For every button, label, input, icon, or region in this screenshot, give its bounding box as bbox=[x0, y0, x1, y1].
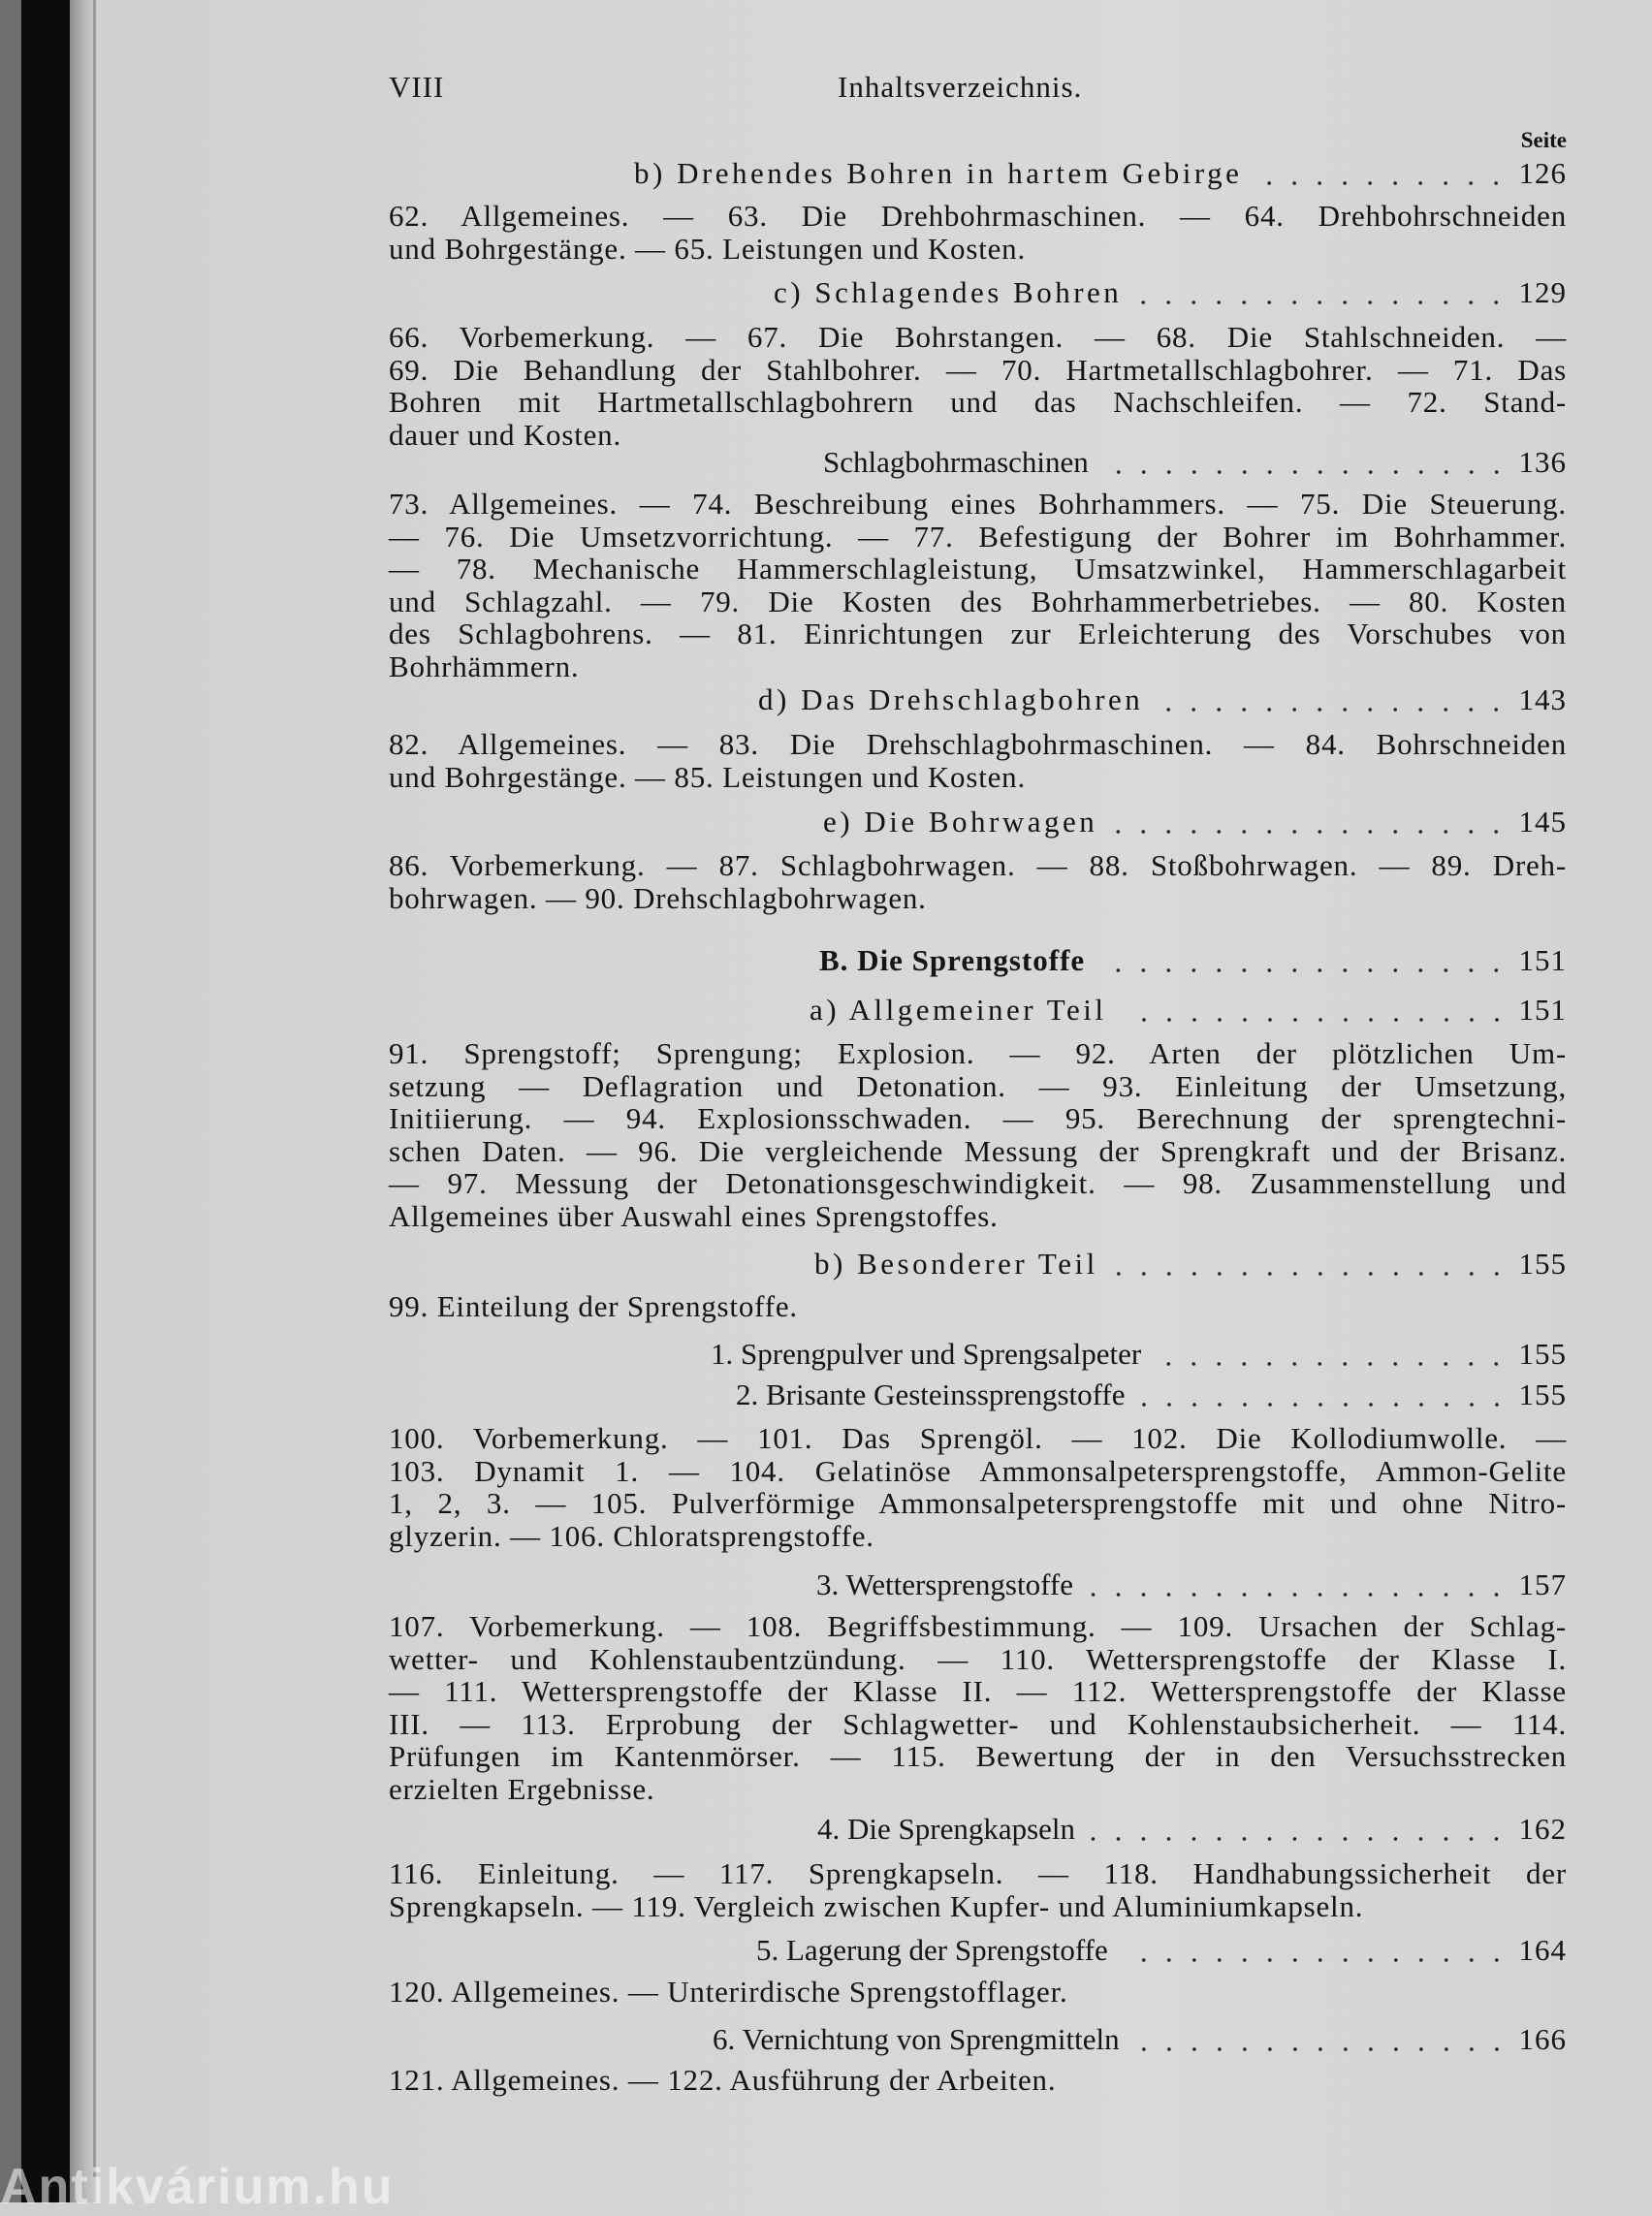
toc-description-line: 100. Vorbemerkung. — 101. Das Sprengöl. — 102. Die Kollodiumwolle. — bbox=[389, 1421, 1567, 1455]
seite-column-label: Seite bbox=[1520, 128, 1567, 152]
toc-page-number: 151 bbox=[1518, 993, 1567, 1027]
toc-description-line: 91. Sprengstoff; Sprengung; Explosion. — 92. Arten der plötzlichen Um- bbox=[389, 1036, 1567, 1070]
toc-heading-label: 6. Vernichtung von Sprengmitteln bbox=[713, 2022, 1120, 2056]
toc-page-number: 129 bbox=[1518, 275, 1567, 309]
toc-description-line: Bohren mit Hartmetallschlagbohrern und das Nachschleifen. — 72. Stand- bbox=[389, 385, 1567, 420]
toc-description-line: und Bohrgestänge. — 65. Leistungen und Kosten. bbox=[389, 231, 1027, 266]
toc-description-line: glyzerin. — 106. Chloratsprengstoffe. bbox=[389, 1518, 874, 1553]
toc-heading-label: c) Schlagendes Bohren bbox=[774, 275, 1123, 309]
toc-description-line: 116. Einleitung. — 117. Sprengkapseln. — 118. Handhabungssicherheit der bbox=[389, 1856, 1567, 1890]
toc-heading bbox=[816, 1567, 1567, 1606]
toc-heading-label: a) Allgemeiner Teil bbox=[810, 993, 1107, 1027]
toc-description-line: 86. Vorbemerkung. — 87. Schlagbohrwagen. — 88. Stoßbohrwagen. — 89. Dreh- bbox=[389, 848, 1567, 882]
running-title: Inhaltsverzeichnis. bbox=[838, 70, 1083, 104]
dot-leader bbox=[1112, 1271, 1509, 1277]
toc-description-line: 99. Einteilung der Sprengstoffe. bbox=[389, 1289, 798, 1323]
toc-description-line: 1, 2, 3. — 105. Pulverförmige Ammonsalpetersprengstoffe mit und ohne Nitro- bbox=[389, 1486, 1567, 1521]
toc-heading bbox=[814, 1247, 1567, 1285]
toc-heading bbox=[736, 1377, 1567, 1416]
toc-heading-label: b) Drehendes Bohren in hartem Gebirge bbox=[634, 156, 1243, 190]
page-edge bbox=[70, 0, 95, 2202]
toc-description-line: 66. Vorbemerkung. — 67. Die Bohrstangen. — 68. Die Stahlschneiden. — bbox=[389, 320, 1567, 354]
toc-description-line: 73. Allgemeines. — 74. Beschreibung eines Bohrhammers. — 75. Die Steuerung. bbox=[389, 487, 1567, 521]
toc-description-line: Bohrhämmern. bbox=[389, 649, 580, 683]
toc-heading bbox=[758, 682, 1567, 721]
toc-description-line: — 76. Die Umsetzvorrichtung. — 77. Befestigung der Bohrer im Bohrhammer. bbox=[389, 519, 1567, 554]
page-edge-line bbox=[93, 0, 96, 2202]
toc-page-number: 155 bbox=[1518, 1247, 1567, 1281]
toc-page-number: 155 bbox=[1518, 1337, 1567, 1371]
toc-page-number: 143 bbox=[1518, 682, 1567, 716]
toc-heading-label: d) Das Drehschlagbohren bbox=[758, 682, 1144, 716]
dot-leader bbox=[1121, 1017, 1509, 1023]
toc-description-line: dauer und Kosten. bbox=[389, 417, 622, 452]
toc-description-line: 69. Die Behandlung der Stahlbohrer. — 70. Hartmetallschlagbohrer. — 71. Das bbox=[389, 352, 1567, 387]
toc-description-line: 120. Allgemeines. — Unterirdische Sprengstofflager. bbox=[389, 1975, 1068, 2009]
toc-heading-label: 2. Brisante Gesteinssprengstoffe bbox=[736, 1377, 1126, 1411]
toc-description-line: 121. Allgemeines. — 122. Ausführung der Arbeiten. bbox=[389, 2063, 1057, 2097]
toc-description-line: 82. Allgemeines. — 83. Die Drehschlagbohrmaschinen. — 84. Bohrschneiden bbox=[389, 727, 1567, 761]
toc-page-number: 166 bbox=[1518, 2022, 1567, 2056]
page-number: VIII bbox=[389, 70, 445, 104]
toc-page-number: 164 bbox=[1518, 1933, 1567, 1967]
toc-heading-label: e) Die Bohrwagen bbox=[823, 805, 1098, 839]
dot-leader bbox=[1135, 300, 1509, 305]
toc-description-line: Sprengkapseln. — 119. Vergleich zwischen Kupfer- und Aluminiumkapseln. bbox=[389, 1888, 1364, 1923]
toc-heading-label: 5. Lagerung der Sprengstoffe bbox=[756, 1933, 1108, 1967]
dot-leader bbox=[1089, 1836, 1509, 1842]
dot-leader bbox=[1133, 2046, 1509, 2052]
toc-description-line: 107. Vorbemerkung. — 108. Begriffsbestimmung. — 109. Ursachen der Schlag- bbox=[389, 1609, 1567, 1643]
dot-leader bbox=[1098, 967, 1509, 973]
toc-description-line: bohrwagen. — 90. Drehschlagbohrwagen. bbox=[389, 880, 927, 915]
dot-leader bbox=[1157, 707, 1509, 712]
toc-description-line: 62. Allgemeines. — 63. Die Drehbohrmaschinen. — 64. Drehbohrschneiden bbox=[389, 199, 1567, 233]
toc-description-line: und Bohrgestänge. — 85. Leistungen und Kosten. bbox=[389, 759, 1027, 794]
toc-description-line: schen Daten. — 96. Die vergleichende Messung der Sprengkraft und der Brisanz. bbox=[389, 1133, 1567, 1168]
toc-description-line: und Schlagzahl. — 79. Die Kosten des Bohrhammerbetriebes. — 80. Kosten bbox=[389, 584, 1567, 618]
toc-description-line: 103. Dynamit 1. — 104. Gelatinöse Ammonsalpetersprengstoffe, Ammon-Gelite bbox=[389, 1453, 1567, 1488]
toc-description-line: Prüfungen im Kantenmörser. — 115. Bewertung der in den Versuchsstrecken bbox=[389, 1739, 1567, 1774]
toc-heading-label: 3. Wettersprengstoffe bbox=[816, 1567, 1073, 1601]
toc-heading bbox=[817, 1812, 1567, 1851]
toc-description-line: — 97. Messung der Detonationsgeschwindigkeit. — 98. Zusammenstellung und bbox=[389, 1166, 1567, 1201]
toc-description-line: — 78. Mechanische Hammerschlagleistung, Umsatzwinkel, Hammerschlagarbeit bbox=[389, 552, 1567, 586]
toc-heading bbox=[711, 1337, 1567, 1376]
toc-page-number: 151 bbox=[1518, 943, 1567, 977]
toc-description-line: erzielten Ergebnisse. bbox=[389, 1772, 655, 1806]
toc-heading-label: B. Die Sprengstoffe bbox=[819, 943, 1086, 977]
toc-heading bbox=[713, 2022, 1567, 2061]
toc-heading bbox=[774, 275, 1567, 314]
toc-page-number: 145 bbox=[1518, 805, 1567, 839]
dot-leader bbox=[1111, 829, 1509, 835]
toc-description-line: wetter- und Kohlenstaubentzündung. — 110. Wettersprengstoffe der Klasse I. bbox=[389, 1641, 1567, 1676]
toc-page-number: 155 bbox=[1518, 1377, 1567, 1411]
toc-heading bbox=[823, 805, 1567, 843]
toc-heading bbox=[756, 1933, 1567, 1972]
toc-page-number: 136 bbox=[1518, 445, 1567, 479]
toc-description-line: setzung — Deflagration und Detonation. — 93. Einleitung der Umsetzung, bbox=[389, 1068, 1567, 1103]
toc-heading-label: 1. Sprengpulver und Sprengsalpeter bbox=[711, 1337, 1142, 1371]
dot-leader bbox=[1139, 1402, 1509, 1408]
toc-heading-label: b) Besonderer Teil bbox=[814, 1247, 1098, 1281]
toc-heading bbox=[810, 993, 1567, 1031]
toc-page-number: 157 bbox=[1518, 1567, 1567, 1601]
toc-heading-label: Schlagbohrmaschinen bbox=[823, 445, 1089, 479]
dot-leader bbox=[1122, 1957, 1509, 1963]
toc-description-line: Initiierung. — 94. Explosionsschwaden. — 95. Berechnung der sprengtechni- bbox=[389, 1101, 1567, 1136]
watermark: Antikvárium.hu bbox=[0, 2159, 395, 2215]
toc-heading-label: 4. Die Sprengkapseln bbox=[817, 1812, 1076, 1846]
toc-heading bbox=[823, 445, 1567, 484]
toc-description-line: Allgemeines über Auswahl eines Sprengstoffes. bbox=[389, 1199, 999, 1233]
toc-description-line: des Schlagbohrens. — 81. Einrichtungen zur Erleichterung des Vorschubes von bbox=[389, 617, 1567, 651]
dot-leader bbox=[1102, 469, 1509, 475]
toc-description-line: — 111. Wettersprengstoffe der Klasse II. — 112. Wettersprengstoffe der Klasse bbox=[389, 1674, 1567, 1709]
scan-border bbox=[0, 0, 21, 2202]
toc-page-number: 126 bbox=[1518, 156, 1567, 190]
toc-heading bbox=[819, 943, 1567, 982]
dot-leader bbox=[1255, 180, 1509, 186]
dot-leader bbox=[1155, 1361, 1509, 1367]
toc-page-number: 162 bbox=[1518, 1812, 1567, 1846]
dot-leader bbox=[1087, 1592, 1509, 1598]
toc-heading bbox=[634, 156, 1567, 195]
toc-description-line: III. — 113. Erprobung der Schlagwetter- und Kohlenstaubsicherheit. — 114. bbox=[389, 1706, 1567, 1741]
